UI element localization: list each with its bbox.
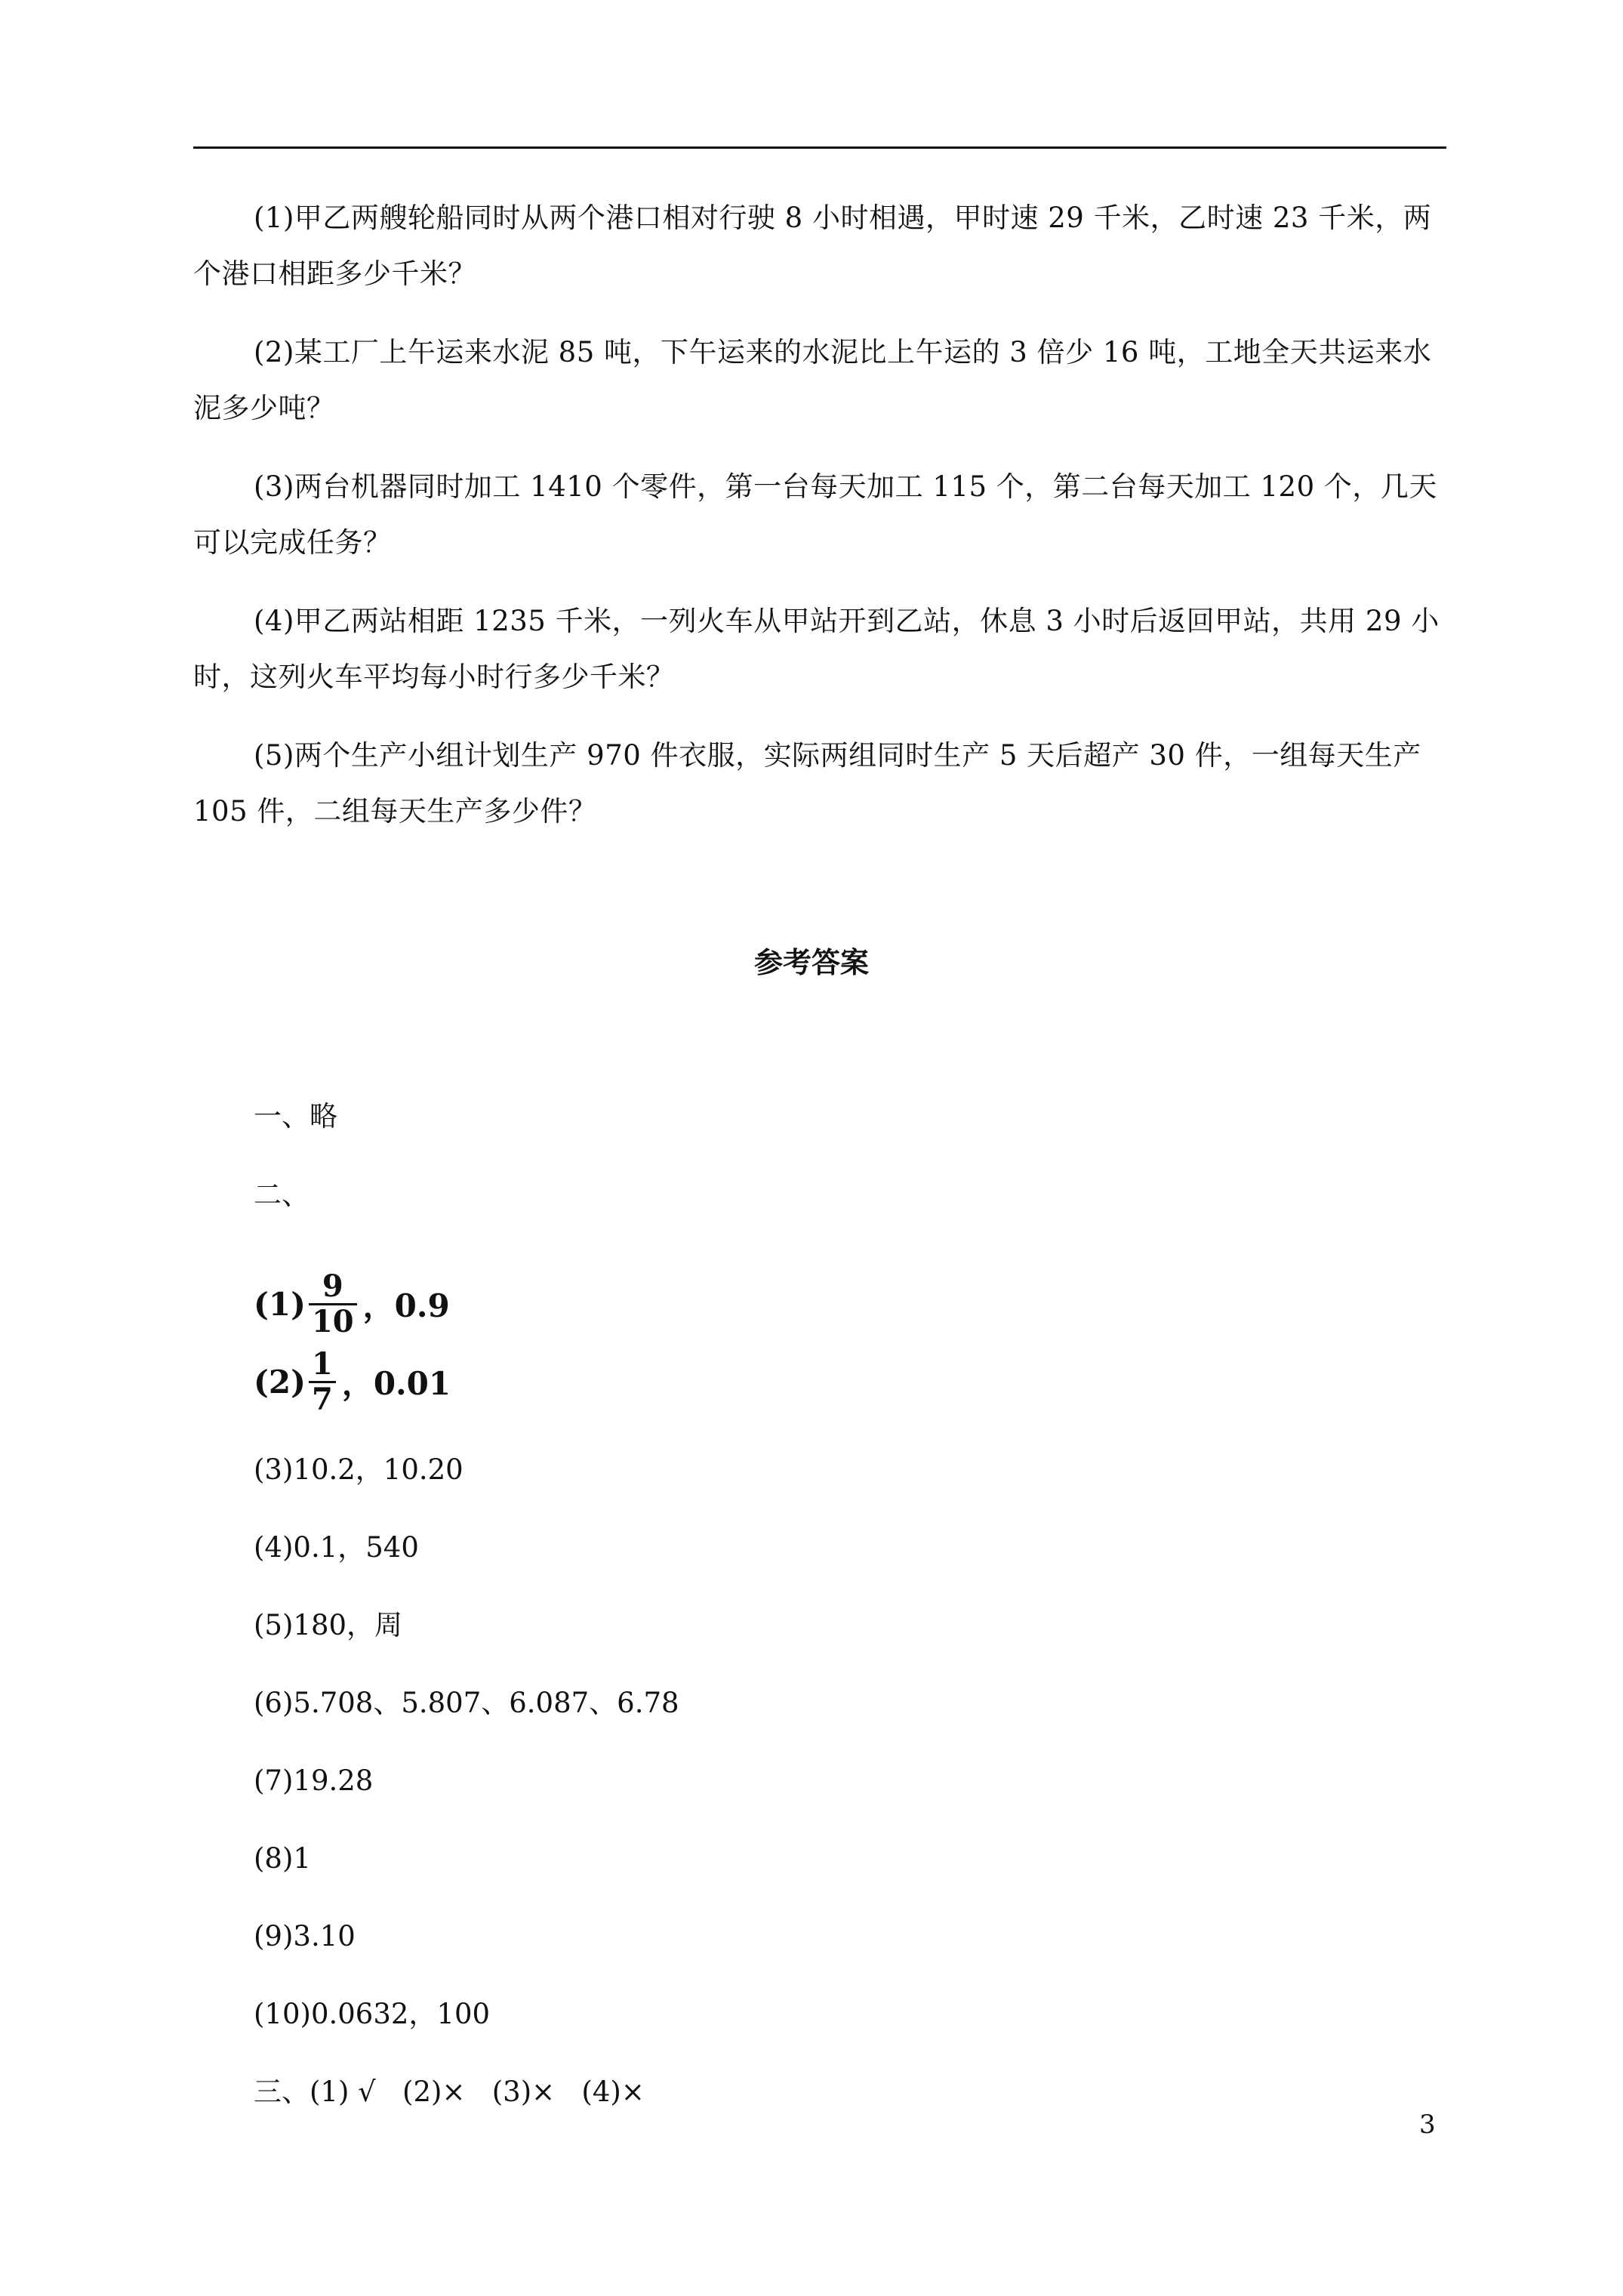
problem-number: (2) xyxy=(254,336,294,368)
problem-number: (1) xyxy=(254,202,294,234)
fraction-denominator: 7 xyxy=(311,1381,333,1417)
problem-text: 甲乙两站相距 1235 千米，一列火车从甲站开到乙站，休息 3 小时后返回甲站，共用 29 小时，这列火车平均每小时行多少千米？ xyxy=(193,605,1440,693)
answer-label: (2) xyxy=(254,1363,306,1401)
fraction-numerator: 1 xyxy=(311,1345,333,1382)
answer-9: (9)3.10 xyxy=(254,1920,356,1952)
fraction-numerator: 9 xyxy=(322,1268,343,1304)
problem-text: 某工厂上午运来水泥 85 吨，下午运来的水泥比上午运的 3 倍少 16 吨，工地全天共运来水泥多少吨？ xyxy=(193,336,1432,424)
answer-6: (6)5.708、5.807、6.087、6.78 xyxy=(254,1687,679,1719)
problem-text: 两台机器同时加工 1410 个零件，第一台每天加工 115 个，第二台每天加工 120 个，几天可以完成任务？ xyxy=(193,470,1437,559)
fraction xyxy=(309,1345,336,1417)
problem-text: 甲乙两艘轮船同时从两个港口相对行驶 8 小时相遇，甲时速 29 千米，乙时速 23 千米，两个港口相距多少千米？ xyxy=(193,202,1432,290)
problem-1 xyxy=(193,190,1446,302)
problem-number: (5) xyxy=(254,739,294,772)
fraction-denominator: 10 xyxy=(311,1303,354,1339)
fraction xyxy=(309,1270,357,1339)
problem-text: 两个生产小组计划生产 970 件衣服，实际两组同时生产 5 天后超产 30 件，一组每天生产 105 件，二组每天生产多少件？ xyxy=(193,739,1421,827)
answers-title: 参考答案 xyxy=(753,946,869,979)
section-3-answers: 三、(1) √ (2)× (3)× (4)× xyxy=(254,2076,645,2108)
answer-rest: ，0.9 xyxy=(362,1287,450,1324)
problem-number: (3) xyxy=(254,470,294,503)
answer-7: (7)19.28 xyxy=(254,1764,374,1797)
problem-2 xyxy=(193,325,1446,436)
fraction-answer-2 xyxy=(254,1340,451,1423)
answer-3: (3)10.2，10.20 xyxy=(254,1453,463,1486)
fraction-answer-1 xyxy=(254,1262,450,1345)
answer-10: (10)0.0632，100 xyxy=(254,1998,491,2030)
section-1-answer: 一、略 xyxy=(254,1100,337,1133)
page-number: 3 xyxy=(1419,2110,1436,2140)
answer-4: (4)0.1，540 xyxy=(254,1531,419,1564)
problem-4 xyxy=(193,593,1446,705)
problem-number: (4) xyxy=(254,605,294,637)
answer-label: (1) xyxy=(254,1285,306,1323)
problem-5 xyxy=(193,728,1446,840)
section-2-heading: 二、 xyxy=(254,1179,310,1211)
header-rule xyxy=(193,146,1446,149)
answer-rest: ，0.01 xyxy=(341,1365,451,1402)
problem-3 xyxy=(193,459,1446,571)
answer-5: (5)180，周 xyxy=(254,1609,403,1641)
answer-8: (8)1 xyxy=(254,1842,311,1875)
